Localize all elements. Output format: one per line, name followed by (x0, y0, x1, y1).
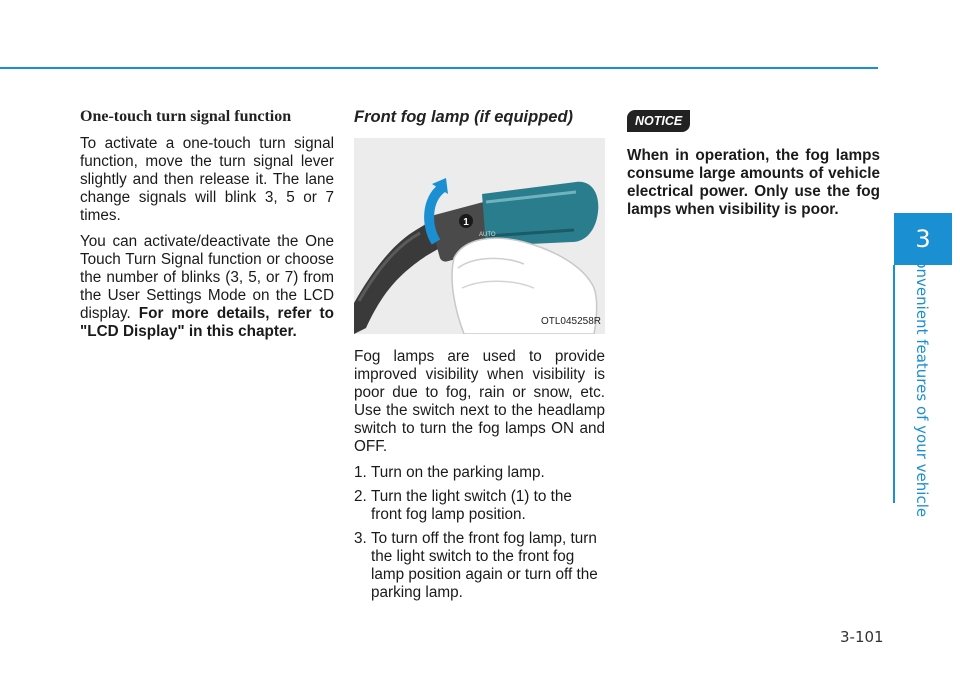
section-title-fog-lamp: Front fog lamp (if equipped) (354, 108, 574, 126)
chapter-divider (893, 265, 895, 503)
step-text: To turn off the front fog lamp, turn the light switch to the front fog lamp position again or turn off the parking lamp. (371, 530, 598, 601)
chapter-tab: 3 (894, 213, 952, 265)
right-column (627, 110, 880, 219)
step-number: 3. (354, 530, 367, 547)
paragraph: To activate a one-touch turn signal function, move the turn signal lever slightly and then release it. The lane change signals will blink 3, 5 or 7 times. (80, 135, 334, 224)
step-text: Turn on the parking lamp. (371, 464, 545, 481)
chapter-title: Convenient features of your vehicle (913, 248, 931, 518)
steps-list (354, 464, 605, 602)
figure-caption: OTL045258R (540, 316, 601, 327)
section-title-turn-signal: One-touch turn signal function (80, 108, 292, 125)
lever-illustration (354, 138, 605, 334)
list-item (354, 488, 605, 524)
step-text: Turn the light switch (1) to the front fog lamp position. (371, 488, 572, 523)
list-item (354, 464, 605, 482)
step-number: 1. (354, 464, 367, 481)
fog-lamp-switch-illustration (354, 138, 605, 334)
callout-marker: 1 (463, 217, 469, 228)
header-rule (0, 67, 878, 69)
left-column (80, 108, 334, 349)
switch-label: AUTO (479, 232, 496, 238)
step-number: 2. (354, 488, 367, 505)
paragraph (80, 233, 334, 341)
notice-badge: NOTICE (627, 110, 690, 132)
middle-column (354, 108, 605, 608)
page-number: 3-101 (840, 628, 884, 646)
paragraph-text: You can activate/deactivate the One Touch Turn Signal function or choose the number of blinks (3, 5, or 7) from the User Settings Mode on the LCD display. (80, 233, 334, 322)
list-item (354, 530, 605, 602)
notice-text: When in operation, the fog lamps consume large amounts of vehicle electrical power. Only use the fog lamps when visibility is poor. (627, 147, 880, 218)
cross-reference: For more details, refer to "LCD Display" in this chapter. (80, 305, 334, 340)
paragraph: Fog lamps are used to provide improved visibility when visibility is poor due to fog, rain or snow, etc. Use the switch next to the headlamp switch to turn the fog lamps ON and OFF. (354, 348, 605, 455)
